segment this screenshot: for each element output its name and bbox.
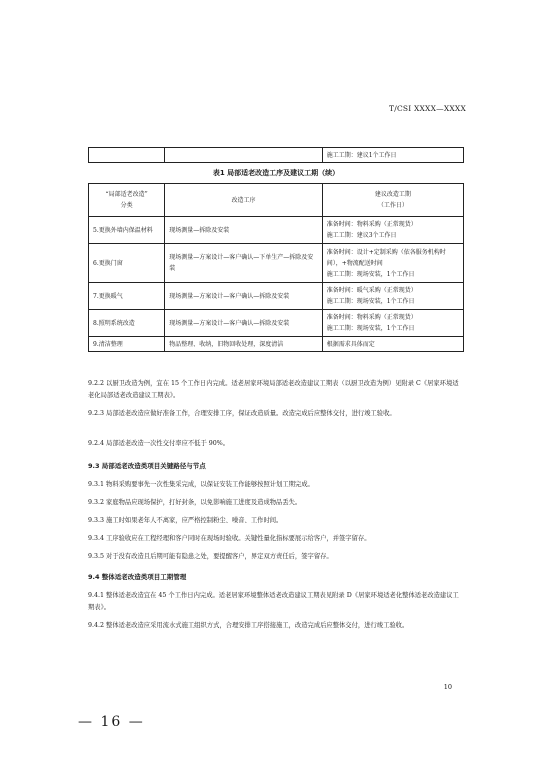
section-heading-9-3: 9.3 局部适老改造类项目关键路径与节点 [88,462,206,470]
paragraph-9-2-2: 9.2.2 以厨卫改造为例，宜在 15 个工作日内完成。适老居家环境局部适老改造建议工期表（以厨卫改造为例）见附录 C《居家环境适老化局部适老改造建议工期表》。 [88,380,459,399]
table-cell: 施工工期：建议1个工作日 [322,148,463,163]
period-line: 根据需求具体而定 [326,340,375,348]
period-line: 施工工期：现场安装，1个工作日 [326,325,415,332]
row-category: 7.更换暖气 [89,283,165,310]
period-line: 准备时间：物料采购（正常现货） [326,314,417,321]
table-cell [89,148,165,163]
row-process: 现场测量—方案设计—客户确认—拆除及安装 [165,283,323,310]
row-category: 9.清洁整理 [89,337,165,352]
table-continuation-top [88,147,464,163]
period-line: 准备时间：设计+定制采购（依各服务机构时间），+物流配送时间 [326,248,446,267]
row-process: 物品整理、收纳，旧物回收处理，深度清洁 [165,337,323,352]
table-row [89,244,464,283]
header-category: “局部适老改造” 分类 [89,184,165,217]
paragraph-9-4-2: 9.4.2 整体适老改造应采用流水式施工组织方式，合理安排工序搭接施工，改造完成后应整体交付，进行竣工验收。 [88,622,409,629]
page-number: 10 [443,683,452,691]
row-period [322,337,463,352]
paragraph-9-2-4: 9.2.4 局部适老改造一次性交付率应不低于 90%。 [88,440,230,447]
paragraph-9-2-3: 9.2.3 局部适老改造应做好准备工作，合理安排工序，保证改造质量。改造完成后应整体交付，进行竣工验收。 [88,410,396,417]
period-line: 准备时间：暖气采购（正常现货） [326,287,417,294]
row-period [322,244,463,283]
period-line: 施工工期：现场安装，1个工作日 [326,270,415,278]
table-row [89,337,464,352]
paragraph-9-3-4: 9.3.4 工序验收应在工程经理和客户同时在现场时验收。关键性量化指标要展示给客户，并签字留存。 [88,535,371,542]
period-line: 施工工期：建议3个工作日 [326,232,397,239]
table-row [89,310,464,337]
row-category: 6.更换门窗 [89,244,165,283]
schedule-table [88,183,464,352]
standard-code: T/CSI XXXX—XXXX [389,104,466,113]
period-line: 施工工期：现场安装，1个工作日 [326,298,415,305]
paragraph-9-3-2: 9.3.2 家庭物品应现场保护，打好封条，以免影响施工进度及造成物品丢失。 [88,499,302,506]
table-header-row [89,184,464,217]
row-period [322,217,463,244]
row-category: 8.照明系统改造 [89,310,165,337]
table-row [89,283,464,310]
paragraph-9-3-5: 9.3.5 对于没有改造且后期可能有隐患之处，要提醒客户，界定双方责任后，签字留存。 [88,553,333,560]
table-row [89,148,464,163]
period-line: 准备时间：物料采购（正常现货） [326,221,417,228]
table-row [89,217,464,244]
row-process: 现场测量—方案设计—客户确认—拆除及安装 [165,310,323,337]
table-cell [165,148,323,163]
paragraph-9-3-1: 9.3.1 物料采购要事先一次性集采完成，以保证安装工作能够按照计划工期完成。 [88,481,314,488]
row-process: 现场测量—拆除及安装 [165,217,323,244]
row-period [322,310,463,337]
header-process: 改造工序 [165,184,323,217]
row-period [322,283,463,310]
row-process: 现场测量—方案设计—客户确认—下单生产—拆除及安装 [165,244,323,283]
paragraph-9-4-1: 9.4.1 整体适老改造宜在 45 个工作日内完成。适老居家环境整体适老改造建议工期表见附录 D《居家环境适老化整体适老改造建议工期表》。 [88,592,459,611]
header-period: 建议改造工期 （工作日） [322,184,463,217]
section-heading-9-4: 9.4 整体适老改造类项目工期管理 [88,573,187,581]
table-title: 表1 局部适老改造工序及建议工期（续） [212,169,340,177]
footer-page-number: — 16 — [78,714,145,730]
paragraph-9-3-3: 9.3.3 施工时如果老年人不离家，应严格控制粉尘、噪音、工作时间。 [88,517,283,524]
row-category: 5.更换外墙内保温材料 [89,217,165,244]
